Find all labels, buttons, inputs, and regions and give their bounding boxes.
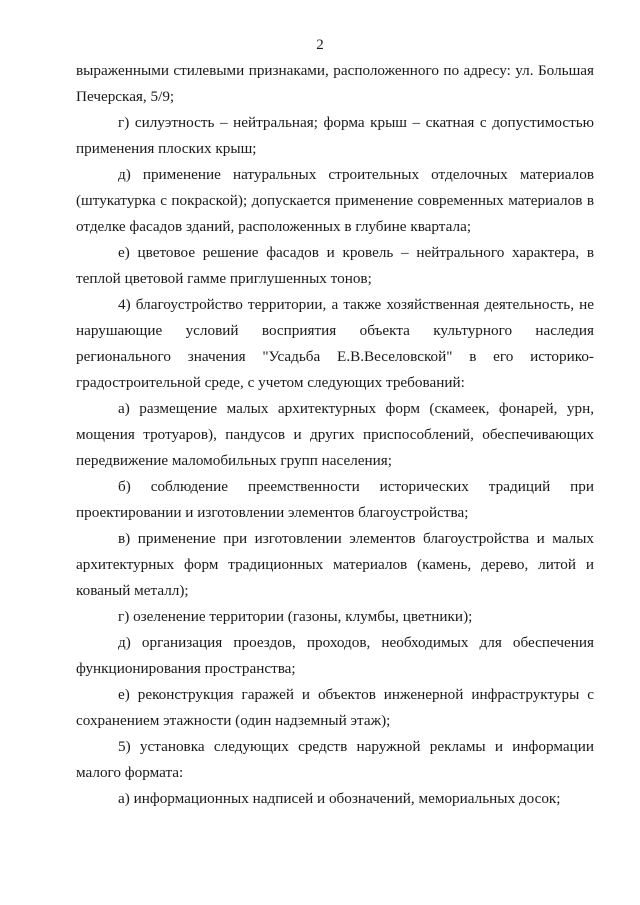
paragraph: г) силуэтность – нейтральная; форма крыш – скатная с допустимостью применения плоских крыш; — [76, 114, 594, 157]
paragraph: выраженными стилевыми признаками, расположенного по адресу: ул. Большая Печерская, 5/9; — [76, 62, 594, 105]
page-number: 2 — [316, 37, 324, 53]
document-body — [76, 58, 594, 812]
paragraph: е) цветовое решение фасадов и кровель – нейтрального характера, в теплой цветовой гамме приглушенных тонов; — [76, 244, 594, 287]
paragraph: г) озеленение территории (газоны, клумбы, цветники); — [118, 608, 473, 625]
paragraph: б) соблюдение преемственности исторических традиций при проектировании и изготовлении элементов благоустройства; — [76, 478, 594, 521]
paragraph: е) реконструкция гаражей и объектов инженерной инфраструктуры с сохранением этажности (один надземный этаж); — [76, 686, 594, 729]
paragraph: 4) благоустройство территории, а также хозяйственная деятельность, не нарушающие условий восприятия объекта культурного наследия регионального значения "Усадьба Е.В.Веселовской" в его историко-градостроительной среде, с учетом следующих требований: — [76, 296, 594, 391]
paragraph: в) применение при изготовлении элементов благоустройства и малых архитектурных форм традиционных материалов (камень, дерево, литой и кованый металл); — [76, 530, 594, 599]
paragraph: а) информационных надписей и обозначений, мемориальных досок; — [118, 790, 561, 807]
paragraph: д) применение натуральных строительных отделочных материалов (штукатурка с покраской); допускается применение современных материалов в отделке фасадов зданий, расположенных в глубине квартала; — [76, 166, 594, 235]
paragraph: д) организация проездов, проходов, необходимых для обеспечения функционирования пространства; — [76, 634, 594, 677]
paragraph: 5) установка следующих средств наружной рекламы и информации малого формата: — [76, 738, 594, 781]
paragraph: а) размещение малых архитектурных форм (скамеек, фонарей, урн, мощения тротуаров), пандусов и других приспособлений, обеспечивающих передвижение маломобильных групп населения; — [76, 400, 594, 469]
